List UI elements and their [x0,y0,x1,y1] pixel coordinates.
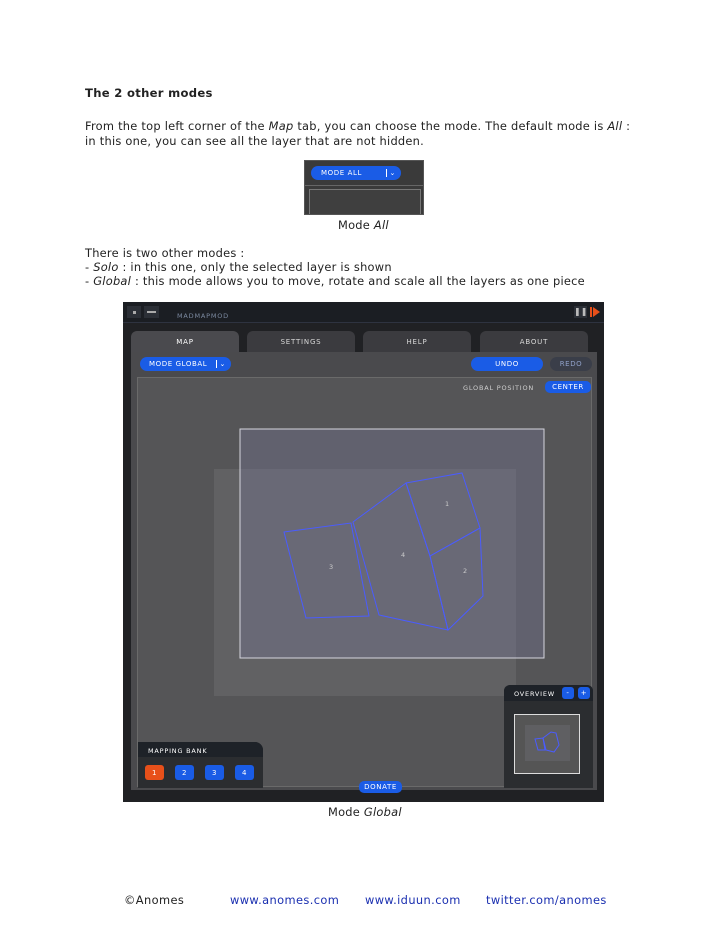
center-button[interactable]: CENTER [545,381,591,393]
zoom-in-button[interactable]: + [578,687,590,699]
iduun-link[interactable]: www.iduun.com [365,893,461,907]
divider [386,169,387,177]
overview-layers [515,715,579,773]
redo-button[interactable]: REDO [550,357,592,371]
bank-button-1[interactable]: 1 [145,765,164,780]
caption-text: All [373,218,389,232]
section-heading: The 2 other modes [85,86,213,100]
paragraph-line [85,274,585,288]
zoom-out-button[interactable]: - [562,687,574,699]
pause-icon[interactable]: ❚❚ [574,307,588,316]
mode-dropdown[interactable] [311,166,401,180]
copyright: ©Anomes [124,893,185,907]
divider [305,185,423,186]
app-name: MADMAPMOD [177,312,229,320]
layer-label: 4 [401,551,406,559]
text-run: : this mode allows you to move, rotate and scale all the layers as one piece [131,274,585,288]
text-run: Global [93,274,132,288]
tab-settings[interactable]: SETTINGS [247,331,355,352]
caption-text: Global [363,805,402,819]
anomes-link[interactable]: www.anomes.com [230,893,340,907]
mode-dropdown-label: MODE ALL [321,169,362,177]
app-screenshot [123,302,604,802]
paragraph-line: There is two other modes : [85,246,245,260]
text-run: Solo [93,260,119,274]
overview-thumbnail[interactable] [514,714,580,774]
mapping-bank-panel [138,742,263,788]
mapping-bank-title: MAPPING BANK [148,747,208,755]
undo-button[interactable]: UNDO [471,357,543,371]
tab-help[interactable]: HELP [363,331,471,352]
donate-button[interactable]: DONATE [359,781,402,793]
text-run: - [85,260,94,274]
text-run: : [622,119,631,133]
tab-map[interactable]: MAP [131,331,239,352]
text-run: From the top left corner of the [85,119,269,133]
caption-text: Mode [328,805,364,819]
layer-label: 3 [329,563,334,571]
tab-about[interactable]: ABOUT [480,331,588,352]
text-run: : in this one, only the selected layer is shown [118,260,392,274]
global-position-label: GLOBAL POSITION [463,384,535,392]
overview-title: OVERVIEW [514,690,556,698]
chevron-down-icon: ⌄ [389,169,396,177]
text-run: Map [268,119,294,133]
layer-label: 1 [445,500,450,508]
text-run: All [607,119,623,133]
paragraph-line: in this one, you can see all the layer that are not hidden. [85,134,425,148]
layer-label: 2 [463,567,468,575]
map-area [309,189,421,214]
figure-caption [328,805,402,819]
bank-button-3[interactable]: 3 [205,765,224,780]
bank-button-2[interactable]: 2 [175,765,194,780]
caption-text: Mode [338,218,374,232]
mode-all-screenshot [304,160,424,215]
mode-dropdown-label: MODE GLOBAL [149,360,208,368]
paragraph-line [85,119,630,133]
text-run: - [85,274,94,288]
twitter-link[interactable]: twitter.com/anomes [486,893,607,907]
figure-caption [338,218,389,232]
text-run: tab, you can choose the mode. The default mode is [293,119,608,133]
paragraph-line [85,260,392,274]
global-bounding-box[interactable] [240,429,544,658]
bank-button-4[interactable]: 4 [235,765,254,780]
overview-panel [504,685,593,788]
chevron-down-icon: ⌄ [219,360,226,368]
